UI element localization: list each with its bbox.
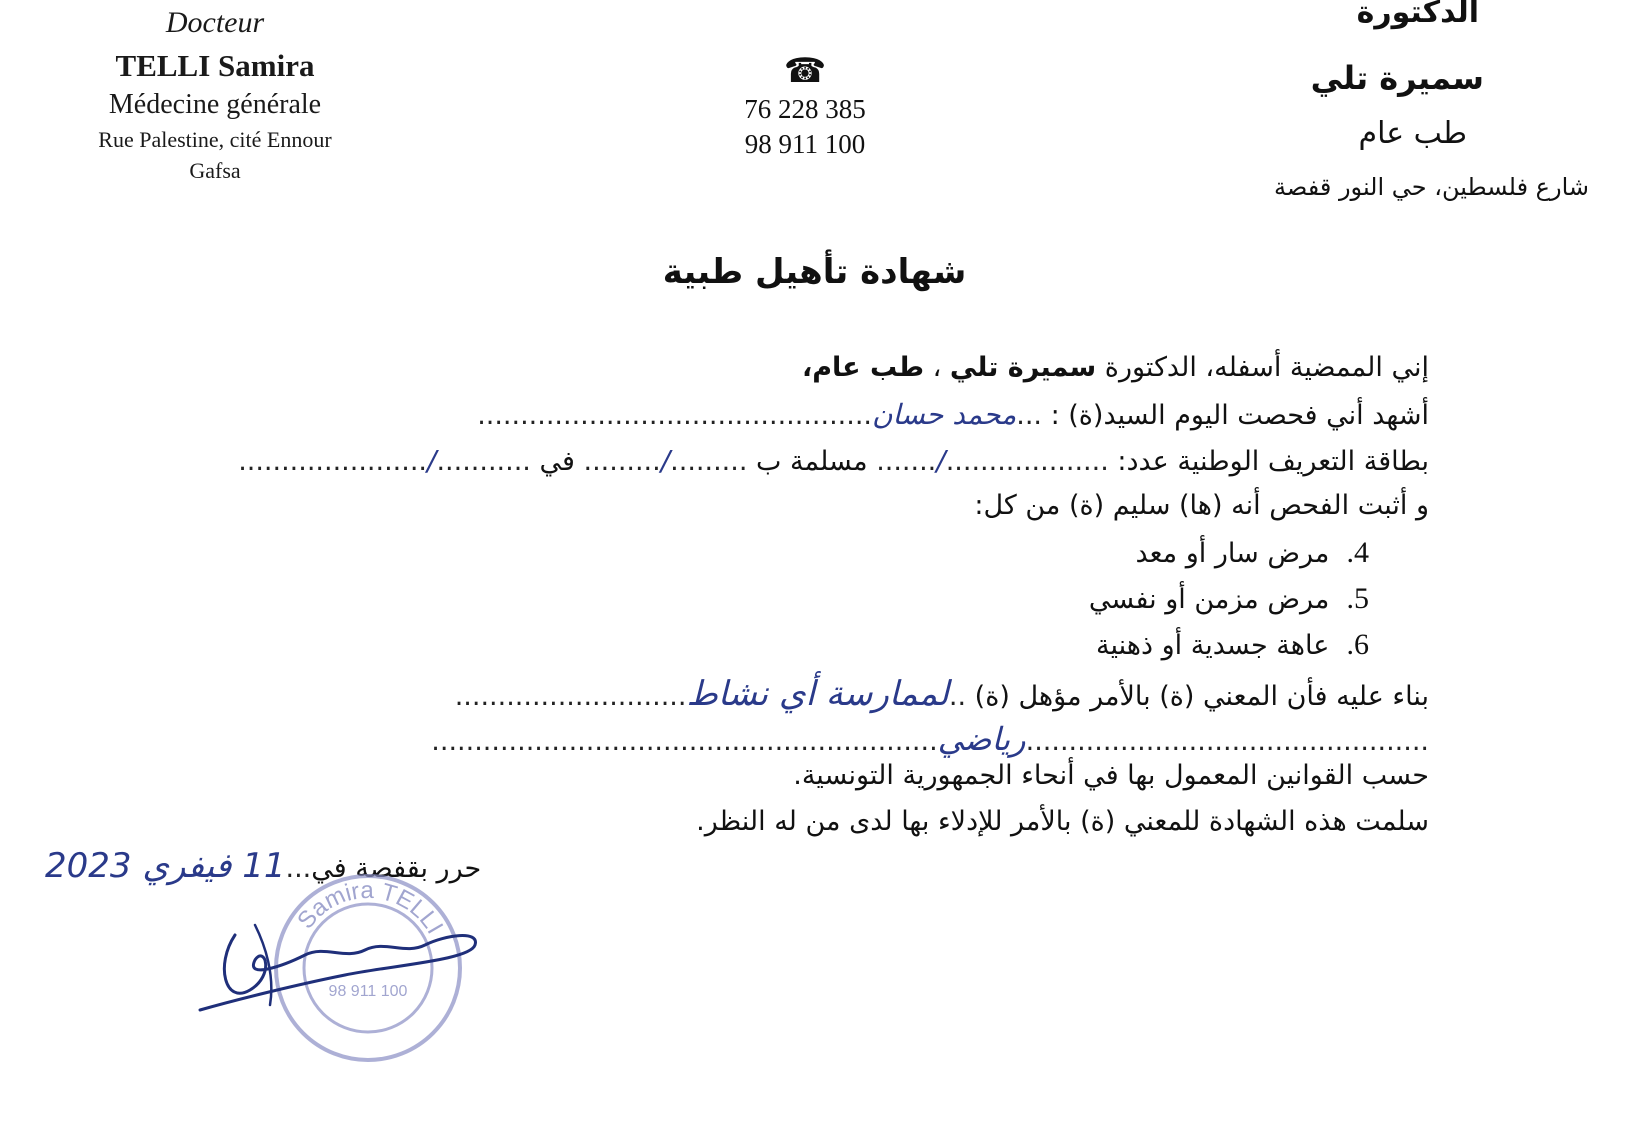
condition-item-1 bbox=[1135, 536, 1369, 570]
line3-dots-1: ................... bbox=[945, 446, 1109, 477]
line3-dots-3: ......... bbox=[670, 446, 748, 477]
doctor-address-fr: Rue Palestine, cité Ennour bbox=[98, 127, 332, 152]
certificate-title: شهادة تأهيل طبية bbox=[662, 252, 967, 292]
doctor-signature bbox=[195, 905, 495, 1039]
doctor-title-ar: الدكتورة bbox=[1356, 0, 1479, 30]
condition-item-1-text: مرض سار أو معد bbox=[1135, 538, 1330, 569]
certificate-line-8: سلمت هذه الشهادة للمعني (ة) بالأمر للإدلاء بها لدى من له النظر. bbox=[696, 806, 1429, 837]
line3-dots-2: ....... bbox=[876, 446, 937, 477]
handwritten-mark-2: / bbox=[660, 444, 671, 477]
line2-label: أشهد أني فحصت اليوم السيد(ة) : bbox=[1050, 400, 1429, 431]
doctor-city-fr: Gafsa bbox=[189, 158, 241, 183]
doctor-name-ar: سميرة تلي bbox=[1310, 59, 1484, 97]
certificate-line-3 bbox=[238, 444, 1429, 477]
certificate-line-1 bbox=[802, 352, 1429, 383]
line1-prefix: إني الممضية أسفله، الدكتورة bbox=[1104, 352, 1429, 383]
doctor-specialty-fr: Médecine générale bbox=[108, 89, 322, 120]
line5-label: بناء عليه فأن المعني (ة) بالأمر مؤهل (ة) bbox=[974, 681, 1429, 712]
condition-item-1-number: 4. bbox=[1346, 536, 1369, 569]
handwritten-mark-3: / bbox=[427, 444, 437, 477]
doctor-header-arabic bbox=[1169, 0, 1589, 212]
handwritten-mark-1: / bbox=[936, 444, 946, 477]
line5-dots-2: ........................... bbox=[454, 681, 687, 712]
activity-handwritten-cont: رياضي bbox=[937, 720, 1026, 758]
patient-name-handwritten: محمد حسان bbox=[871, 398, 1017, 431]
condition-item-3-text: عاهة جسدية أو ذهنية bbox=[1096, 630, 1330, 661]
line9-label: حرر بقفصة في bbox=[311, 853, 482, 884]
certificate-line-5 bbox=[455, 674, 1429, 714]
line1-specialty: طب عام، bbox=[801, 352, 924, 383]
line6-dots-2: ........................................................... bbox=[431, 726, 938, 757]
doctor-phones bbox=[700, 52, 910, 162]
doctor-header-french bbox=[50, 0, 380, 186]
line6-dots-1: ............................................... bbox=[1025, 726, 1429, 757]
condition-item-2-number: 5. bbox=[1346, 582, 1369, 615]
line1-separator: ، bbox=[932, 352, 942, 383]
telephone-icon: ☎ bbox=[783, 53, 827, 90]
line3-in-label: في bbox=[539, 446, 575, 477]
line3-dots-6: ...................... bbox=[238, 446, 428, 477]
signature-icon bbox=[195, 905, 495, 1035]
line3-dots-4: ......... bbox=[583, 446, 661, 477]
certificate-line-2 bbox=[477, 398, 1429, 431]
condition-item-3-number: 6. bbox=[1346, 628, 1369, 661]
line9-dots: ... bbox=[285, 853, 312, 884]
stamp-phone-text: 98 911 100 bbox=[328, 983, 408, 1000]
line2-dots-tail: .............................................. bbox=[477, 400, 872, 431]
stamp-top-text: Samira TELLI bbox=[292, 876, 449, 939]
line1-doctor-name: سميرة تلي bbox=[949, 352, 1097, 383]
doctor-name-fr: TELLI Samira bbox=[115, 48, 315, 83]
certificate-line-6 bbox=[431, 720, 1429, 758]
date-handwritten: 11 فيفري 2023 bbox=[45, 846, 286, 886]
certificate-line-4: و أثبت الفحص أنه (ها) سليم (ة) من كل: bbox=[974, 490, 1429, 521]
condition-item-2 bbox=[1089, 582, 1369, 616]
phone-number-2: 98 911 100 bbox=[744, 129, 866, 159]
line3-issued-label: مسلمة ب bbox=[756, 446, 868, 477]
condition-item-2-text: مرض مزمن أو نفسي bbox=[1088, 584, 1330, 615]
line3-dots-5: ........... bbox=[436, 446, 531, 477]
doctor-address-ar: شارع فلسطين، حي النور قفصة bbox=[1274, 173, 1589, 201]
activity-handwritten: لممارسة أي نشاط bbox=[686, 674, 949, 714]
doctor-title-fr: Docteur bbox=[165, 6, 265, 39]
phone-number-1: 76 228 385 bbox=[744, 94, 866, 124]
certificate-line-7: حسب القوانين المعمول بها في أنحاء الجمهورية التونسية. bbox=[793, 760, 1429, 791]
condition-item-3 bbox=[1096, 628, 1369, 662]
doctor-specialty-ar: طب عام bbox=[1358, 116, 1467, 151]
line2-dots: ... bbox=[1016, 400, 1042, 431]
line3-label: بطاقة التعريف الوطنية عدد: bbox=[1117, 446, 1429, 477]
line5-dots-1: .. bbox=[948, 681, 967, 712]
